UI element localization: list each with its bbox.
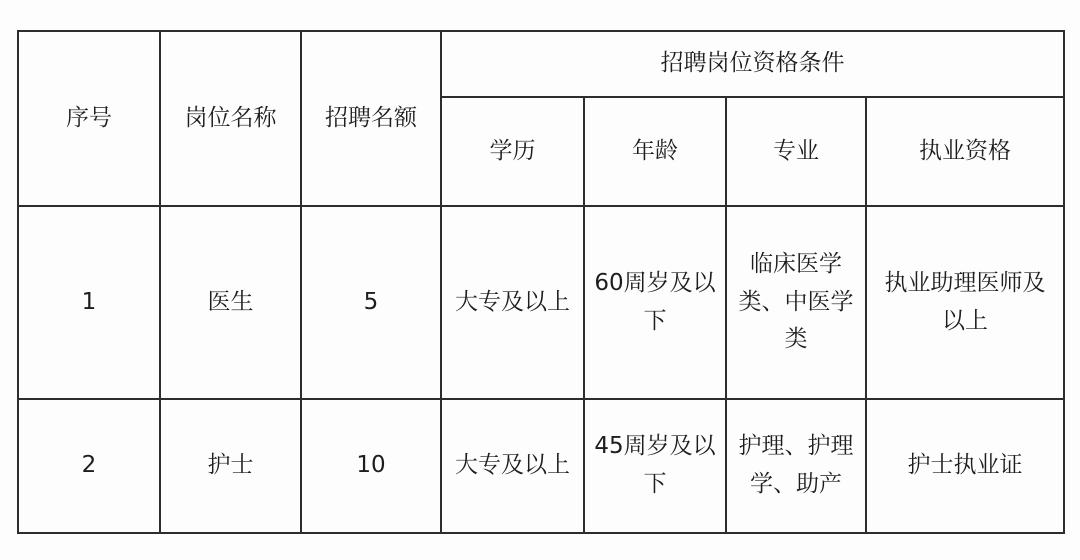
cell-quota: 10: [301, 399, 441, 533]
cell-age: 45周岁及以下: [584, 399, 726, 533]
cell-serial: 1: [18, 206, 160, 399]
header-cell-major: 专业: [726, 97, 866, 206]
cell-qualification: 护士执业证: [866, 399, 1064, 533]
header-cell-position: 岗位名称: [160, 31, 301, 206]
table-row: [18, 206, 1064, 399]
cell-position: 护士: [160, 399, 301, 533]
cell-education: 大专及以上: [441, 399, 584, 533]
cell-qualification: 执业助理医师及以上: [866, 206, 1064, 399]
cell-quota: 5: [301, 206, 441, 399]
table-row: [18, 399, 1064, 533]
cell-major: 护理、护理学、助产: [726, 399, 866, 533]
header-cell-serial: 序号: [18, 31, 160, 206]
cell-serial: 2: [18, 399, 160, 533]
header-cell-quota: 招聘名额: [301, 31, 441, 206]
table-header-row-top: [18, 31, 1064, 97]
cell-major: 临床医学类、中医学类: [726, 206, 866, 399]
recruitment-table: [17, 30, 1065, 534]
cell-education: 大专及以上: [441, 206, 584, 399]
cell-position: 医生: [160, 206, 301, 399]
header-cell-education: 学历: [441, 97, 584, 206]
header-cell-age: 年龄: [584, 97, 726, 206]
header-cell-qualification: 执业资格: [866, 97, 1064, 206]
header-cell-qualification-group: 招聘岗位资格条件: [441, 31, 1064, 97]
cell-age: 60周岁及以下: [584, 206, 726, 399]
